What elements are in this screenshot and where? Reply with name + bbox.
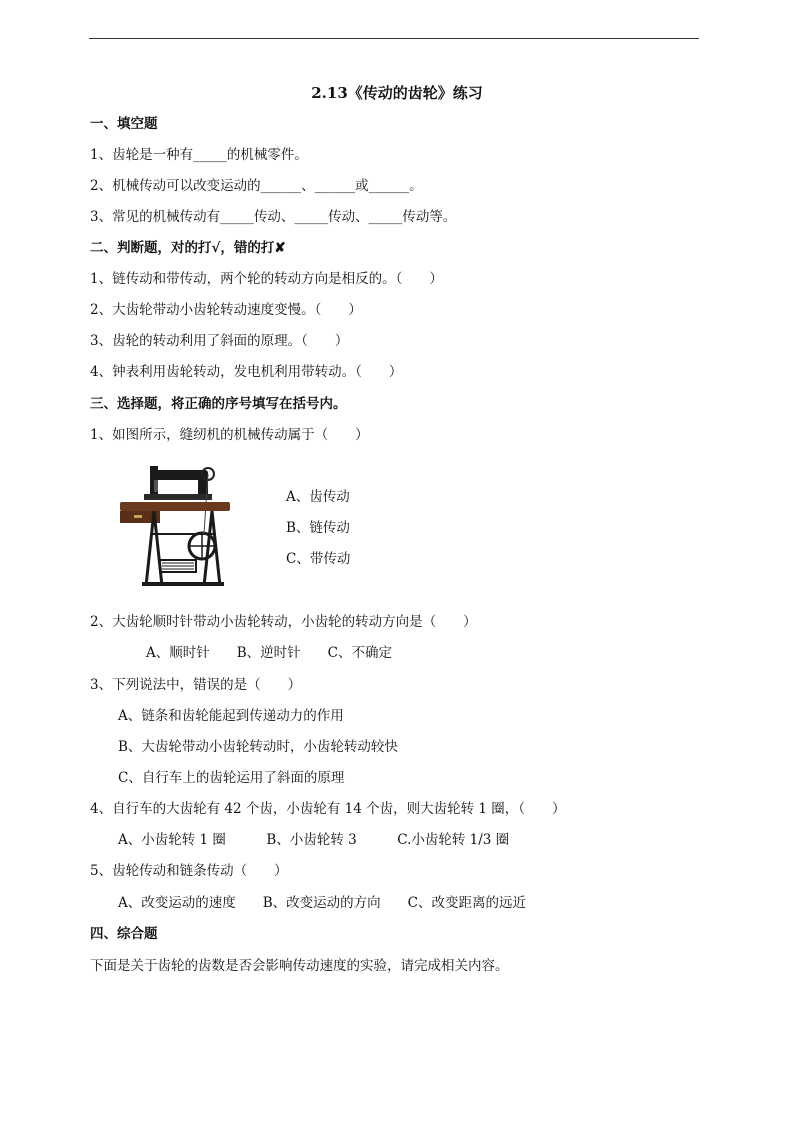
section-3-heading: 三、选择题，将正确的序号填写在括号内。 xyxy=(90,396,347,412)
choice-question-5: 5、齿轮传动和链条传动（ ） xyxy=(90,863,288,879)
choice-1-option-a: A、齿传动 xyxy=(286,489,350,505)
choice-question-4: 4、自行车的大齿轮有 42 个齿，小齿轮有 14 个齿，则大齿轮转 1 圈，（ ） xyxy=(90,801,566,817)
choice-3-option-c: C、自行车上的齿轮运用了斜面的原理 xyxy=(118,770,345,786)
choice-5-options: A、改变运动的速度 B、改变运动的方向 C、改变距离的远近 xyxy=(118,895,526,911)
choice-4-options: A、小齿轮转 1 圈 B、小齿轮转 3 C.小齿轮转 1/3 圈 xyxy=(118,832,510,848)
choice-2-options: A、顺时针 B、逆时针 C、不确定 xyxy=(146,645,392,661)
fill-question-3: 3、常见的机械传动有_____传动、_____传动、_____传动等。 xyxy=(90,209,457,225)
header-rule xyxy=(89,38,699,39)
judge-question-4: 4、钟表利用齿轮转动，发电机利用带转动。（ ） xyxy=(90,364,403,380)
choice-question-3: 3、下列说法中，错误的是（ ） xyxy=(90,677,302,693)
choice-1-option-b: B、链传动 xyxy=(286,520,350,536)
section-4-heading: 四、综合题 xyxy=(90,926,158,942)
choice-3-option-b: B、大齿轮带动小齿轮转动时，小齿轮转动较快 xyxy=(118,739,398,755)
page-title: 2.13《传动的齿轮》练习 xyxy=(311,84,483,102)
choice-3-option-a: A、链条和齿轮能起到传递动力的作用 xyxy=(118,708,344,724)
section-2-heading: 二、判断题，对的打√，错的打✘ xyxy=(90,240,286,256)
judge-question-1: 1、链传动和带传动，两个轮的转动方向是相反的。（ ） xyxy=(90,271,443,287)
choice-1-option-c: C、带传动 xyxy=(286,551,351,567)
fill-question-1: 1、齿轮是一种有_____的机械零件。 xyxy=(90,147,308,163)
judge-question-3: 3、齿轮的转动利用了斜面的原理。（ ） xyxy=(90,333,349,349)
fill-question-2: 2、机械传动可以改变运动的______、______或______。 xyxy=(90,178,423,194)
section-1-heading: 一、填空题 xyxy=(90,116,158,132)
choice-question-1: 1、如图所示，缝纫机的机械传动属于（ ） xyxy=(90,427,369,443)
section-4-intro: 下面是关于齿轮的齿数是否会影响传动速度的实验，请完成相关内容。 xyxy=(90,958,509,974)
judge-question-2: 2、大齿轮带动小齿轮转动速度变慢。（ ） xyxy=(90,302,362,318)
choice-question-2: 2、大齿轮顺时针带动小齿轮转动，小齿轮的转动方向是（ ） xyxy=(90,614,477,630)
sewing-machine-image xyxy=(116,464,234,588)
